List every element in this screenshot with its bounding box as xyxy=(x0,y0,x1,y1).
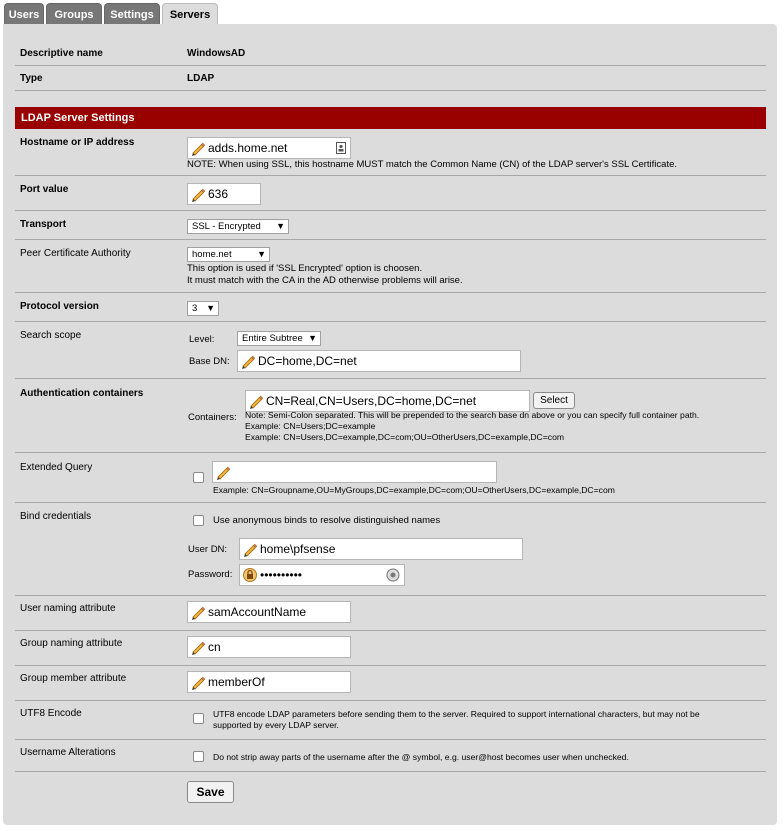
utf8-checkbox[interactable] xyxy=(193,713,204,724)
peer-ca-note-1: This option is used if 'SSL Encrypted' option is choosen. xyxy=(187,263,423,274)
auth-containers-label: Authentication containers xyxy=(20,388,144,399)
pencil-icon xyxy=(190,186,206,202)
row-type xyxy=(15,66,766,91)
basedn-input-value: DC=home,DC=net xyxy=(258,354,357,368)
hostname-input-value: adds.home.net xyxy=(208,141,288,155)
userdn-label: User DN: xyxy=(188,544,228,555)
dropdown-arrow-icon: ▼ xyxy=(206,303,215,313)
username-alterations-text: Do not strip away parts of the username after the @ symbol, e.g. user@host becomes user when unchecked. xyxy=(213,752,629,762)
row-transport xyxy=(15,211,766,240)
transport-label: Transport xyxy=(20,219,67,230)
level-select-value: Entire Subtree xyxy=(242,333,303,344)
dropdown-arrow-icon: ▼ xyxy=(276,221,285,231)
user-naming-label: User naming attribute xyxy=(20,603,116,614)
extended-query-label: Extended Query xyxy=(20,462,93,473)
row-extended-query xyxy=(15,453,766,503)
row-group-naming xyxy=(15,631,766,666)
hostname-input[interactable] xyxy=(187,137,351,159)
level-select[interactable] xyxy=(237,331,321,346)
pencil-icon xyxy=(190,639,206,655)
descriptive-name-label: Descriptive name xyxy=(20,48,103,59)
dropdown-arrow-icon: ▼ xyxy=(308,333,317,343)
extended-query-example: Example: CN=Groupname,OU=MyGroups,DC=example,DC=com;OU=OtherUsers,DC=example,DC=com xyxy=(213,485,615,495)
row-bind-credentials xyxy=(15,503,766,596)
utf8-text-1: UTF8 encode LDAP parameters before sending them to the server. Required to support international characters, but may not be xyxy=(213,709,700,719)
user-naming-input[interactable] xyxy=(187,601,351,623)
group-naming-input-value: cn xyxy=(208,640,221,654)
pencil-icon xyxy=(190,140,206,156)
hostname-label: Hostname or IP address xyxy=(20,137,135,148)
dropdown-arrow-icon: ▼ xyxy=(257,249,266,259)
lock-icon xyxy=(243,568,257,582)
tab-users[interactable]: Users xyxy=(4,3,44,25)
section-header: LDAP Server Settings xyxy=(15,107,766,129)
transport-select-value: SSL - Encrypted xyxy=(192,221,261,232)
group-member-input[interactable] xyxy=(187,671,351,693)
level-label: Level: xyxy=(189,334,215,345)
pencil-icon xyxy=(240,353,256,369)
pencil-icon xyxy=(190,674,206,690)
username-alterations-checkbox[interactable] xyxy=(193,751,204,762)
row-descriptive-name xyxy=(15,42,766,66)
transport-select[interactable] xyxy=(187,219,289,234)
user-naming-input-value: samAccountName xyxy=(208,605,307,619)
pencil-icon xyxy=(215,464,231,480)
select-containers-button[interactable]: Select xyxy=(533,392,575,409)
reveal-password-icon[interactable] xyxy=(386,568,400,582)
pencil-icon xyxy=(248,393,264,409)
row-group-member xyxy=(15,666,766,701)
search-scope-label: Search scope xyxy=(20,330,82,341)
userdn-input[interactable] xyxy=(239,538,523,560)
utf8-text-2: supported by every LDAP server. xyxy=(213,720,339,730)
containers-input-value: CN=Real,CN=Users,DC=home,DC=net xyxy=(266,394,477,408)
row-port xyxy=(15,176,766,211)
row-search-scope xyxy=(15,322,766,379)
row-user-naming xyxy=(15,596,766,631)
password-input[interactable] xyxy=(239,564,405,586)
tab-settings[interactable]: Settings xyxy=(104,3,160,25)
basedn-label: Base DN: xyxy=(189,356,230,367)
anonymous-bind-label: Use anonymous binds to resolve distinguished names xyxy=(213,515,441,526)
group-member-input-value: memberOf xyxy=(208,675,265,689)
username-alterations-label: Username Alterations xyxy=(20,747,116,758)
password-input-value: •••••••••• xyxy=(260,568,303,582)
contact-card-icon xyxy=(336,142,346,154)
descriptive-name-value: WindowsAD xyxy=(187,48,246,59)
peer-ca-select[interactable] xyxy=(187,247,270,262)
extended-query-checkbox[interactable] xyxy=(193,472,204,483)
bind-credentials-label: Bind credentials xyxy=(20,511,92,522)
basedn-input[interactable] xyxy=(237,350,521,372)
pencil-icon xyxy=(242,541,258,557)
group-naming-label: Group naming attribute xyxy=(20,638,123,649)
save-button[interactable]: Save xyxy=(187,781,234,803)
port-input[interactable] xyxy=(187,183,261,205)
containers-note-1: Note: Semi-Colon separated. This will be prepended to the search base dn above or you can specify full container path. xyxy=(245,410,700,420)
tab-servers[interactable]: Servers xyxy=(162,3,218,26)
protocol-select[interactable] xyxy=(187,301,219,316)
hostname-note: NOTE: When using SSL, this hostname MUST match the Common Name (CN) of the LDAP server's SSL Certificate. xyxy=(187,159,678,170)
tab-groups[interactable]: Groups xyxy=(46,3,102,25)
containers-note-2: Example: CN=Users;DC=example xyxy=(245,421,376,431)
peer-ca-select-value: home.net xyxy=(192,249,232,260)
row-protocol xyxy=(15,293,766,322)
containers-label: Containers: xyxy=(188,412,237,423)
row-hostname xyxy=(15,129,766,176)
password-label: Password: xyxy=(188,569,233,580)
peer-ca-label: Peer Certificate Authority xyxy=(20,248,131,259)
row-auth-containers xyxy=(15,379,766,453)
port-input-value: 636 xyxy=(208,187,229,201)
anonymous-bind-checkbox[interactable] xyxy=(193,515,204,526)
containers-note-3: Example: CN=Users,DC=example,DC=com;OU=OtherUsers,DC=example,DC=com xyxy=(245,432,565,442)
utf8-label: UTF8 Encode xyxy=(20,708,82,719)
row-utf8 xyxy=(15,701,766,740)
protocol-select-value: 3 xyxy=(192,303,198,314)
group-naming-input[interactable] xyxy=(187,636,351,658)
protocol-label: Protocol version xyxy=(20,301,99,312)
row-username-alterations xyxy=(15,740,766,772)
containers-input[interactable] xyxy=(245,390,530,412)
peer-ca-note-2: It must match with the CA in the AD otherwise problems will arise. xyxy=(187,275,463,286)
type-label: Type xyxy=(20,73,43,84)
group-member-label: Group member attribute xyxy=(20,673,127,684)
extended-query-input[interactable] xyxy=(212,461,497,483)
pencil-icon xyxy=(190,604,206,620)
type-value: LDAP xyxy=(187,73,215,84)
row-peer-ca xyxy=(15,240,766,293)
userdn-input-value: home\pfsense xyxy=(260,542,336,556)
port-label: Port value xyxy=(20,184,69,195)
